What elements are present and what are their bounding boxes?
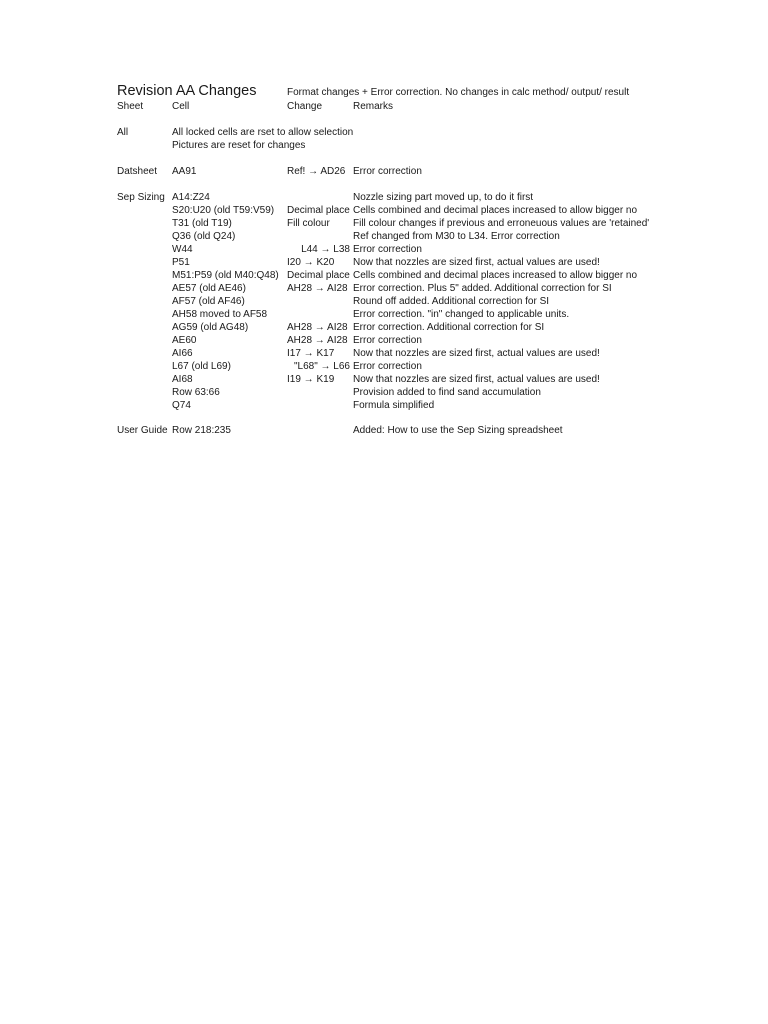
row-cell: AE60 xyxy=(172,335,197,346)
row-remarks: Now that nozzles are sized first, actual values are used! xyxy=(353,257,600,268)
table-row xyxy=(0,139,768,152)
row-cell: AE57 (old AE46) xyxy=(172,283,246,294)
row-remarks: Added: How to use the Sep Sizing spreadsheet xyxy=(353,425,563,436)
row-change: AH28 → AI28 xyxy=(287,335,348,346)
row-cell: L67 (old L69) xyxy=(172,361,231,372)
table-row xyxy=(0,360,768,373)
row-cell: T31 (old T19) xyxy=(172,218,232,229)
table-row xyxy=(0,165,768,178)
row-remarks: Error correction xyxy=(353,244,422,255)
row-change: Decimal place xyxy=(287,270,350,281)
row-remarks: Error correction xyxy=(353,335,422,346)
row-remarks: Cells combined and decimal places increased to allow bigger no xyxy=(353,205,638,216)
table-row xyxy=(0,347,768,360)
row-change: Ref! → AD26 xyxy=(287,166,346,177)
row-remarks: Provision added to find sand accumulation xyxy=(353,387,541,398)
row-cell: Row 63:66 xyxy=(172,387,220,398)
row-remarks: Error correction xyxy=(353,166,422,177)
row-cell: AA91 xyxy=(172,166,197,177)
header-row xyxy=(0,100,768,113)
table-row xyxy=(0,126,768,139)
row-remarks: Error correction. "in" changed to applicable units. xyxy=(353,309,570,320)
row-change: I19 → K19 xyxy=(287,374,335,385)
row-change: Fill colour xyxy=(287,218,330,229)
row-remarks: Cells combined and decimal places increased to allow bigger no xyxy=(353,270,638,281)
row-change: I17 → K17 xyxy=(287,348,335,359)
row-cell: P51 xyxy=(172,257,190,268)
row-cell: W44 xyxy=(172,244,193,255)
row-remarks: Error correction. Additional correction for SI xyxy=(353,322,545,333)
table-row xyxy=(0,399,768,412)
row-remarks: Fill colour changes if previous and erroneuous values are 'retained' xyxy=(353,218,650,229)
table-row xyxy=(0,308,768,321)
row-change: L44 → L38 xyxy=(301,244,350,255)
row-remarks: Ref changed from M30 to L34. Error correction xyxy=(353,231,560,242)
row-change: AH28 → AI28 xyxy=(287,283,348,294)
table-row xyxy=(0,256,768,269)
row-cell: S20:U20 (old T59:V59) xyxy=(172,205,275,216)
row-cell: AI68 xyxy=(172,374,193,385)
table-row xyxy=(0,334,768,347)
row-remarks: Now that nozzles are sized first, actual values are used! xyxy=(353,348,600,359)
row-cell: AI66 xyxy=(172,348,193,359)
row-cell: Q74 xyxy=(172,400,191,411)
row-change: "L68" → L66 xyxy=(293,361,350,372)
row-change: AH28 → AI28 xyxy=(287,322,348,333)
header-cell: Cell xyxy=(172,101,190,112)
page-subtitle: Format changes + Error correction. No changes in calc method/ output/ result xyxy=(287,87,630,98)
table-row xyxy=(0,386,768,399)
row-remarks: Error correction xyxy=(353,361,422,372)
table-row xyxy=(0,424,768,437)
row-sheet: All xyxy=(117,127,129,138)
table-row xyxy=(0,321,768,334)
table-row xyxy=(0,191,768,204)
row-remarks: Now that nozzles are sized first, actual values are used! xyxy=(353,374,600,385)
row-cell: Row 218:235 xyxy=(172,425,231,436)
row-remarks: Round off added. Additional correction for SI xyxy=(353,296,550,307)
header-sheet: Sheet xyxy=(117,101,144,112)
row-cell: All locked cells are rset to allow selection xyxy=(172,127,354,138)
row-cell: M51:P59 (old M40:Q48) xyxy=(172,270,279,281)
row-sheet: Datsheet xyxy=(117,166,158,177)
row-remarks: Nozzle sizing part moved up, to do it first xyxy=(353,192,534,203)
table-row xyxy=(0,243,768,256)
row-change: I20 → K20 xyxy=(287,257,335,268)
table-row xyxy=(0,269,768,282)
row-sheet: User Guide xyxy=(117,425,168,436)
row-sheet: Sep Sizing xyxy=(117,192,165,203)
page-title: Revision AA Changes xyxy=(117,83,257,99)
row-remarks: Formula simplified xyxy=(353,400,435,411)
row-cell: Q36 (old Q24) xyxy=(172,231,236,242)
row-cell: AH58 moved to AF58 xyxy=(172,309,268,320)
table-row xyxy=(0,217,768,230)
table-row xyxy=(0,204,768,217)
row-change: Decimal place xyxy=(287,205,350,216)
table-row xyxy=(0,373,768,386)
table-row xyxy=(0,230,768,243)
table-row xyxy=(0,282,768,295)
row-cell: AG59 (old AG48) xyxy=(172,322,249,333)
header-remarks: Remarks xyxy=(353,101,394,112)
row-cell: AF57 (old AF46) xyxy=(172,296,245,307)
row-cell: A14:Z24 xyxy=(172,192,210,203)
header-change: Change xyxy=(287,101,323,112)
row-cell: Pictures are reset for changes xyxy=(172,140,306,151)
row-remarks: Error correction. Plus 5" added. Additional correction for SI xyxy=(353,283,612,294)
table-row xyxy=(0,295,768,308)
